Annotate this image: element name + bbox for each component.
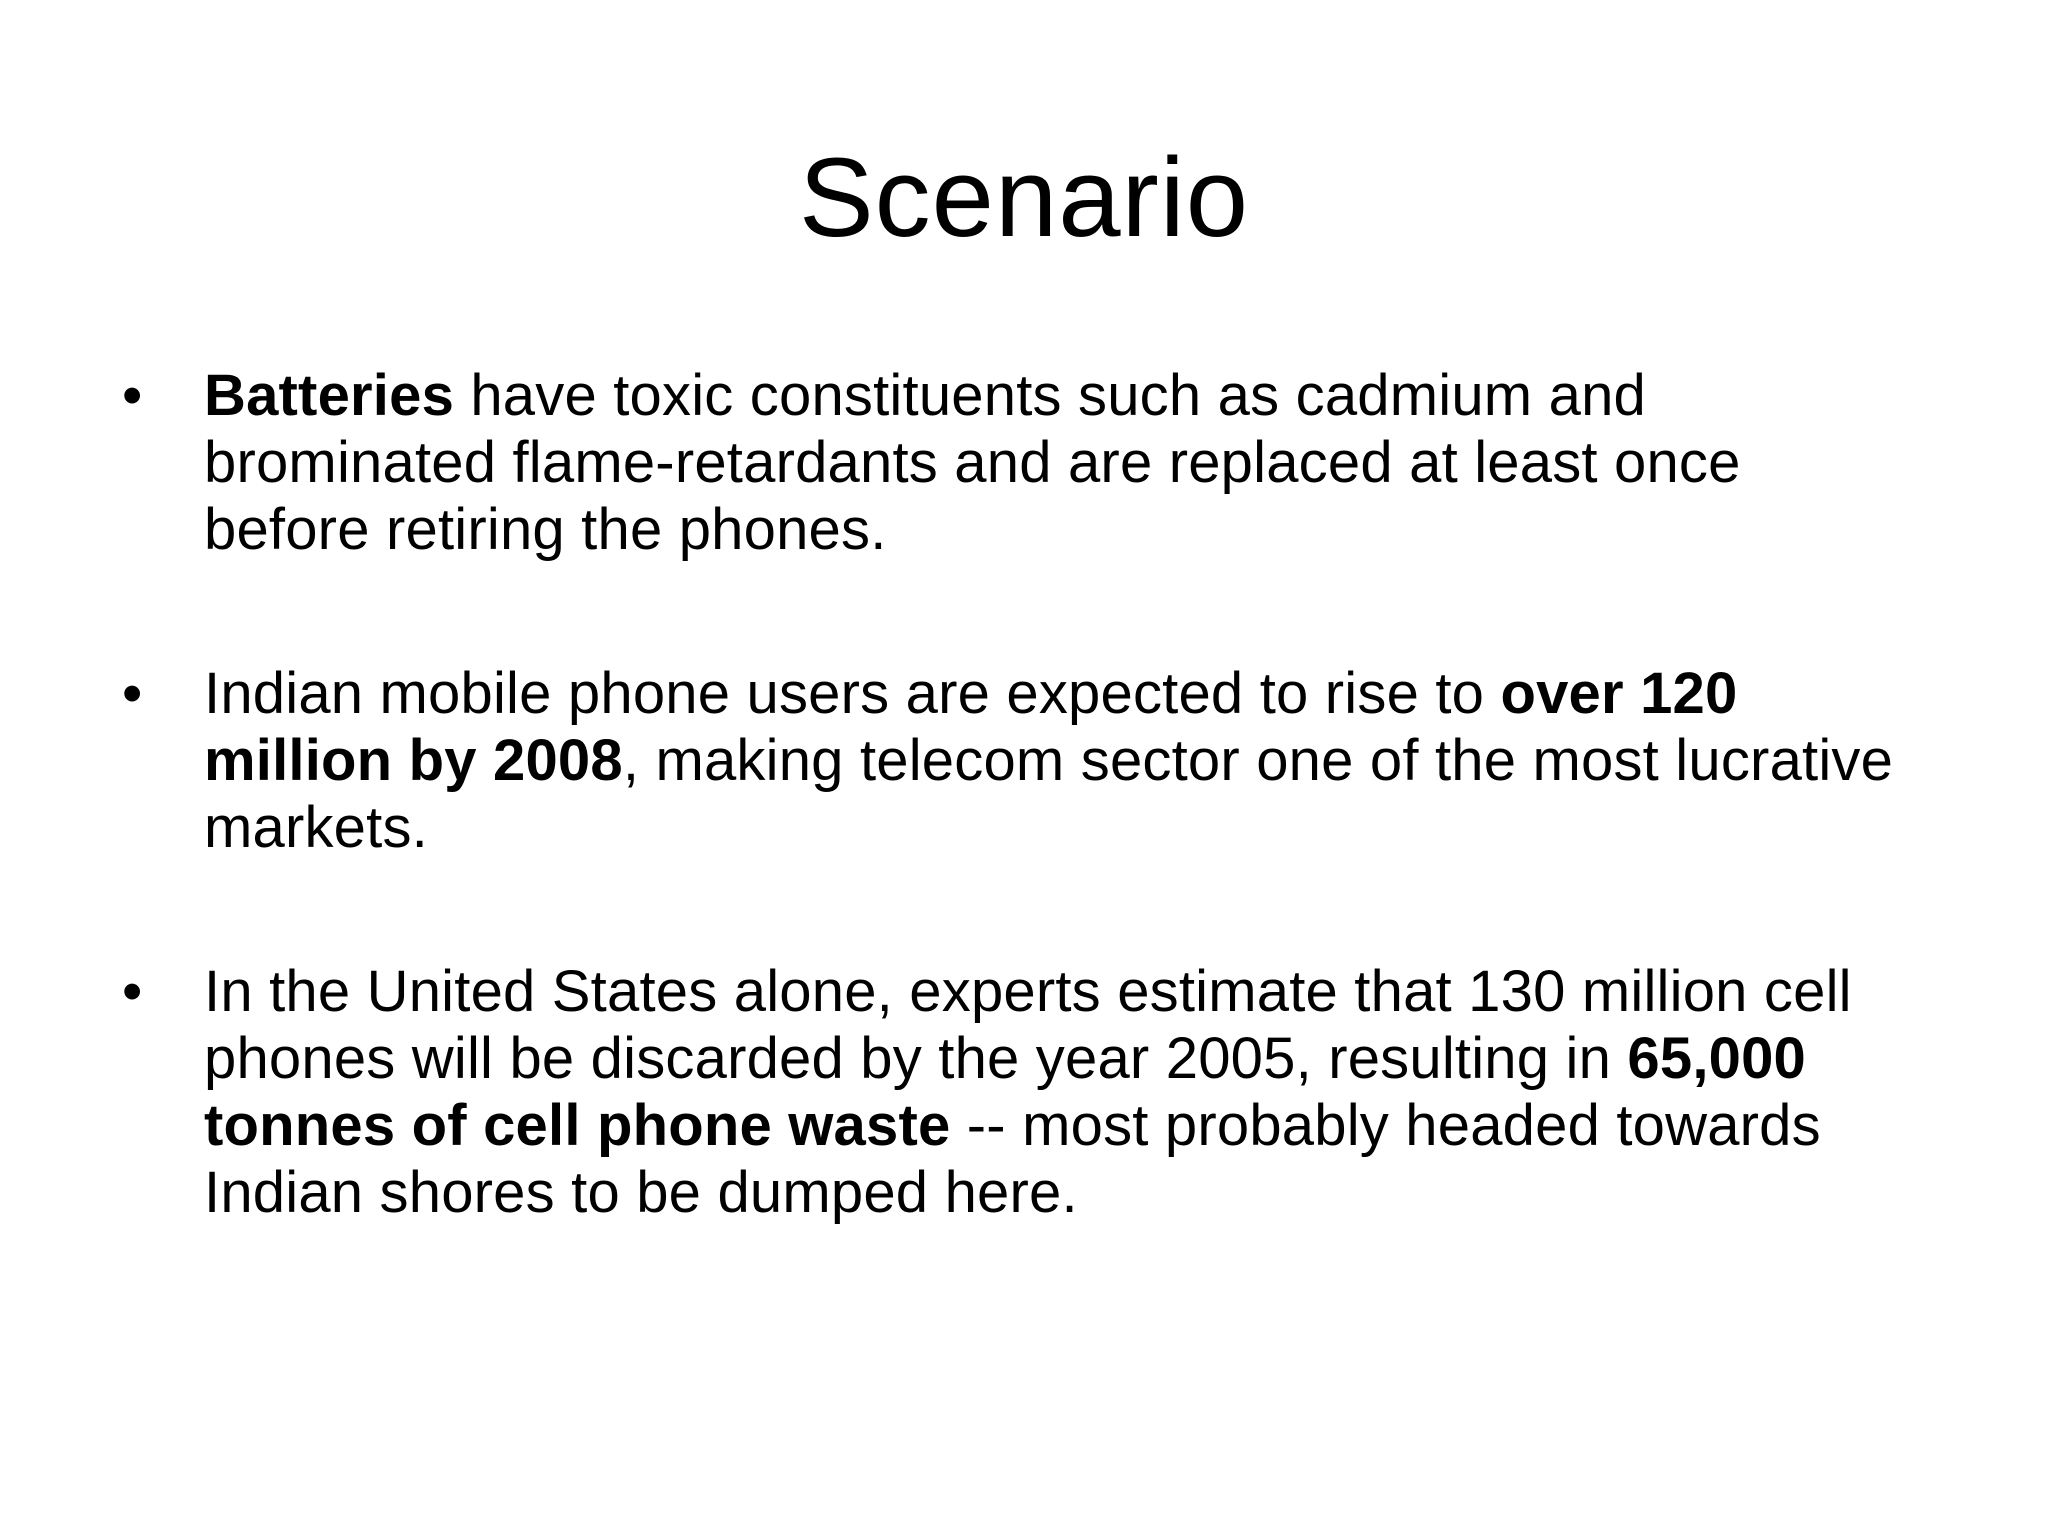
bullet-dot-icon: •	[122, 363, 143, 428]
text-run: have toxic constituents such as cadmium and brominated flame-retardants and are replaced at least once before retiring the phones.	[204, 363, 1741, 562]
bullet-item-batteries	[122, 362, 1922, 563]
bold-phrase: 65,000 tonnes of cell phone waste	[204, 1026, 1807, 1158]
text-run: -- most probably headed towards Indian shores to be dumped here.	[204, 1093, 1821, 1225]
bold-phrase: over 120 million by 2008	[204, 661, 1738, 793]
bullet-text	[204, 363, 1741, 562]
text-run: , making telecom sector one of the most lucrative markets.	[204, 728, 1894, 860]
bullet-dot-icon: •	[122, 661, 143, 726]
bullet-text	[204, 959, 1852, 1225]
text-run: Indian mobile phone users are expected to rise to	[204, 661, 1501, 726]
bullet-dot-icon: •	[122, 959, 143, 1024]
bold-phrase: Batteries	[204, 363, 455, 428]
bullet-text	[204, 661, 1893, 860]
text-run: In the United States alone, experts estimate that 130 million cell phones will be discarded by the year 2005, resulting in	[204, 959, 1852, 1091]
bullet-item-us-waste	[122, 958, 1922, 1226]
bullet-item-indian-users	[122, 660, 1922, 861]
slide-title: Scenario	[798, 135, 1250, 260]
bullet-list	[122, 362, 1922, 1323]
